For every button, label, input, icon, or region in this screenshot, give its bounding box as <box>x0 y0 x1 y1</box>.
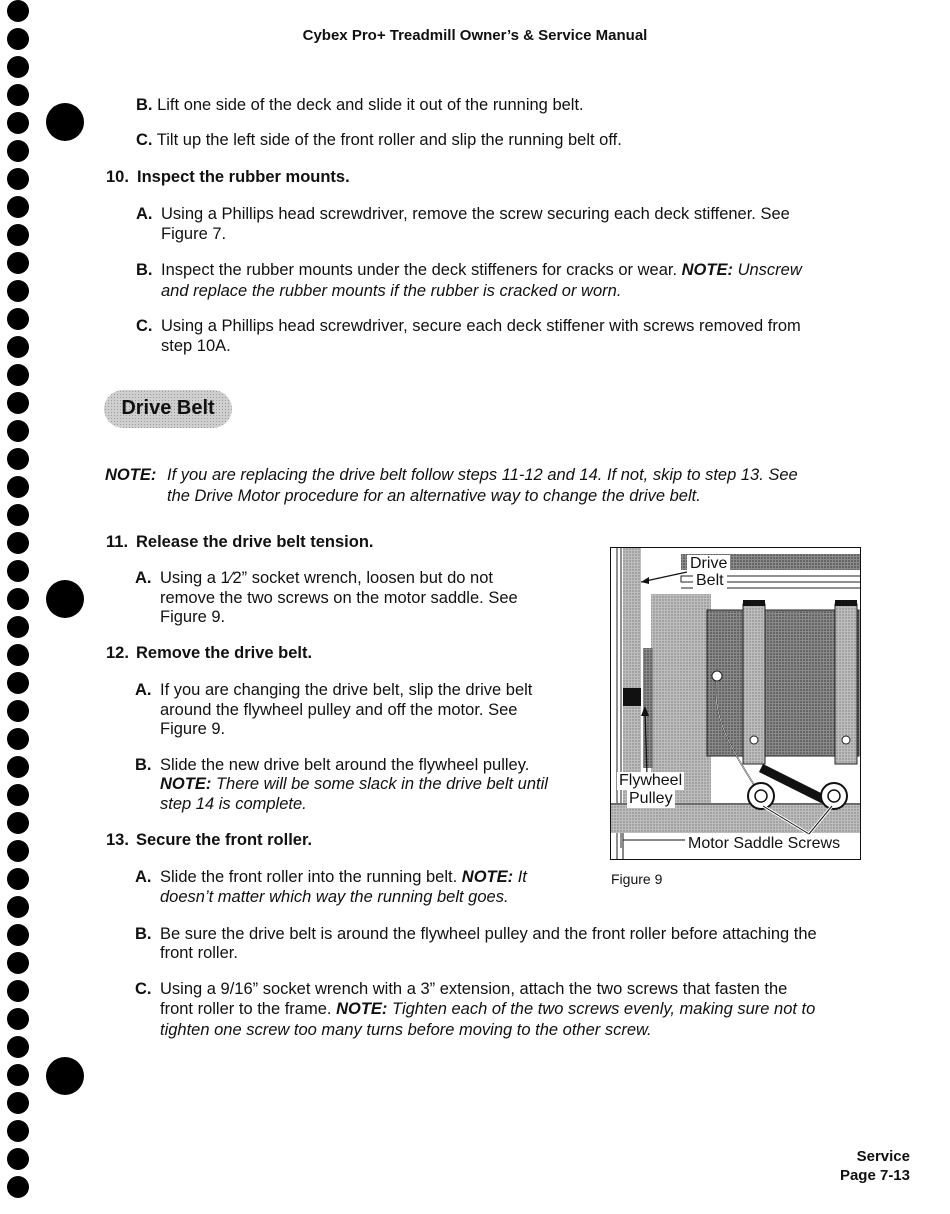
step12-number: 12. <box>106 644 129 662</box>
step10-a-line1: Using a Phillips head screwdriver, remove the screw securing each deck stiffener. See <box>161 205 790 223</box>
section-heading-badge <box>104 390 232 428</box>
label-motor-saddle-screws: Motor Saddle Screws <box>685 835 843 853</box>
step10-c-line1: Using a Phillips head screwdriver, secure each deck stiffener with screws removed from <box>161 317 801 335</box>
step9-b <box>136 95 584 115</box>
note-label: NOTE: <box>681 261 733 279</box>
step13-title: Secure the front roller. <box>136 831 313 849</box>
note-label: NOTE: <box>461 868 514 886</box>
figure-9-photo <box>610 547 861 860</box>
binder-hole <box>7 784 29 806</box>
note-text: There will be some slack in the drive belt until <box>215 775 548 793</box>
step12-b-line2 <box>160 774 548 794</box>
step13-a-line2: doesn’t matter which way the running belt goes. <box>160 888 509 906</box>
step12-b-line3: step 14 is complete. <box>160 795 307 813</box>
step-text: Slide the front roller into the running belt. <box>160 868 458 886</box>
step12-title: Remove the drive belt. <box>136 644 313 662</box>
binder-hole <box>7 1148 29 1170</box>
binder-hole <box>7 1008 29 1030</box>
label-drive: Drive <box>687 555 730 573</box>
step12-b-line1: Slide the new drive belt around the flywheel pulley. <box>160 756 530 774</box>
step10-c-letter: C. <box>136 317 153 335</box>
binder-hole <box>7 56 29 78</box>
step13-c-letter: C. <box>135 980 152 998</box>
binder-hole <box>7 476 29 498</box>
step12-a-line2: around the flywheel pulley and off the motor. See <box>160 701 518 719</box>
drive-assembly-illustration <box>611 548 861 860</box>
binder-hole <box>7 0 29 22</box>
binder-hole <box>7 168 29 190</box>
step11-title: Release the drive belt tension. <box>136 533 374 551</box>
binder-hole <box>7 756 29 778</box>
binder-hole <box>7 644 29 666</box>
binder-hole <box>7 308 29 330</box>
step10-c-line2: step 10A. <box>161 337 231 355</box>
binder-hole <box>7 616 29 638</box>
step-letter: B. <box>136 96 153 114</box>
punch-hole <box>46 580 84 618</box>
step12-b-letter: B. <box>135 756 152 774</box>
note-label: NOTE: <box>336 1000 388 1018</box>
step13-c-line3: tighten one screw too many turns before moving to the other screw. <box>160 1021 652 1039</box>
step11-a-line2: remove the two screws on the motor saddle. See <box>160 589 518 607</box>
binder-hole <box>7 420 29 442</box>
step10-b-line2: and replace the rubber mounts if the rubber is cracked or worn. <box>161 282 622 300</box>
step10-b-letter: B. <box>136 261 153 279</box>
step13-a-letter: A. <box>135 868 152 886</box>
step10-number: 10. <box>106 168 129 186</box>
punch-hole <box>46 103 84 141</box>
binder-hole <box>7 392 29 414</box>
step11-a-line3: Figure 9. <box>160 608 226 626</box>
binder-hole <box>7 560 29 582</box>
note-label: NOTE: <box>160 775 212 793</box>
drive-note-label: NOTE: <box>105 466 157 484</box>
step10-a-letter: A. <box>136 205 153 223</box>
binder-hole <box>7 868 29 890</box>
binder-hole <box>7 1176 29 1198</box>
binder-hole <box>7 504 29 526</box>
step11-number: 11. <box>106 533 129 551</box>
step-text: Tilt up the left side of the front roller and slip the running belt off. <box>156 131 622 149</box>
binder-hole <box>7 1064 29 1086</box>
drive-note-line1: If you are replacing the drive belt follow steps 11-12 and 14. If not, skip to step 13. See <box>167 466 798 484</box>
binder-hole <box>7 924 29 946</box>
note-text: Tighten each of the two screws evenly, making sure not to <box>392 1000 816 1018</box>
binder-hole <box>7 1092 29 1114</box>
step11-a-line1: Using a 1⁄2” socket wrench, loosen but do not <box>160 569 493 587</box>
binder-hole <box>7 1120 29 1142</box>
step-text: Inspect the rubber mounts under the deck stiffeners for cracks or wear. <box>161 261 678 279</box>
step13-b-line1: Be sure the drive belt is around the flywheel pulley and the front roller before attaching the <box>160 925 817 943</box>
footer-section: Service <box>856 1148 910 1165</box>
binder-hole <box>7 588 29 610</box>
step13-b-line2: front roller. <box>160 944 238 962</box>
binder-hole <box>7 952 29 974</box>
binder-hole <box>7 840 29 862</box>
binder-hole <box>7 280 29 302</box>
label-pulley: Pulley <box>629 790 673 807</box>
binder-hole <box>7 336 29 358</box>
binder-hole <box>7 448 29 470</box>
binder-hole <box>7 224 29 246</box>
binder-hole <box>7 140 29 162</box>
binder-hole <box>7 980 29 1002</box>
binder-hole <box>7 1036 29 1058</box>
binder-hole <box>7 196 29 218</box>
binder-hole <box>7 532 29 554</box>
step-text: front roller to the frame. <box>160 1000 332 1018</box>
step-letter: C. <box>136 131 153 149</box>
figure-caption: Figure 9 <box>611 871 663 887</box>
step13-a-line1 <box>160 867 527 887</box>
step10-title: Inspect the rubber mounts. <box>137 168 350 186</box>
binder-hole <box>7 812 29 834</box>
label-flywheel: Flywheel <box>619 772 683 789</box>
step12-a-letter: A. <box>135 681 152 699</box>
binder-hole <box>7 112 29 134</box>
step-text: Lift one side of the deck and slide it out of the running belt. <box>157 96 584 114</box>
drive-note-line2: the Drive Motor procedure for an alternative way to change the drive belt. <box>167 487 701 505</box>
step13-c-line2 <box>160 999 815 1019</box>
step13-c-line1: Using a 9/16” socket wrench with a 3” extension, attach the two screws that fasten the <box>160 980 788 998</box>
binder-hole <box>7 364 29 386</box>
punch-hole <box>46 1057 84 1095</box>
step9-c <box>136 130 622 150</box>
step12-a-line1: If you are changing the drive belt, slip the drive belt <box>160 681 533 699</box>
binder-hole <box>7 672 29 694</box>
binder-hole <box>7 252 29 274</box>
binder-hole <box>7 84 29 106</box>
step10-a-line2: Figure 7. <box>161 225 227 243</box>
step10-b-line1 <box>161 260 802 280</box>
footer-page-number: Page 7-13 <box>839 1167 910 1184</box>
page-header: Cybex Pro+ Treadmill Owner’s & Service Manual <box>302 27 648 44</box>
step12-a-line3: Figure 9. <box>160 720 226 738</box>
step13-number: 13. <box>106 831 129 849</box>
note-text: It <box>517 868 527 886</box>
binder-hole <box>7 728 29 750</box>
note-text: Unscrew <box>737 261 802 279</box>
step11-a-letter: A. <box>135 569 152 587</box>
binder-hole <box>7 700 29 722</box>
step13-b-letter: B. <box>135 925 152 943</box>
section-title: Drive Belt <box>121 397 215 419</box>
label-belt: Belt <box>693 572 727 590</box>
binder-hole <box>7 896 29 918</box>
